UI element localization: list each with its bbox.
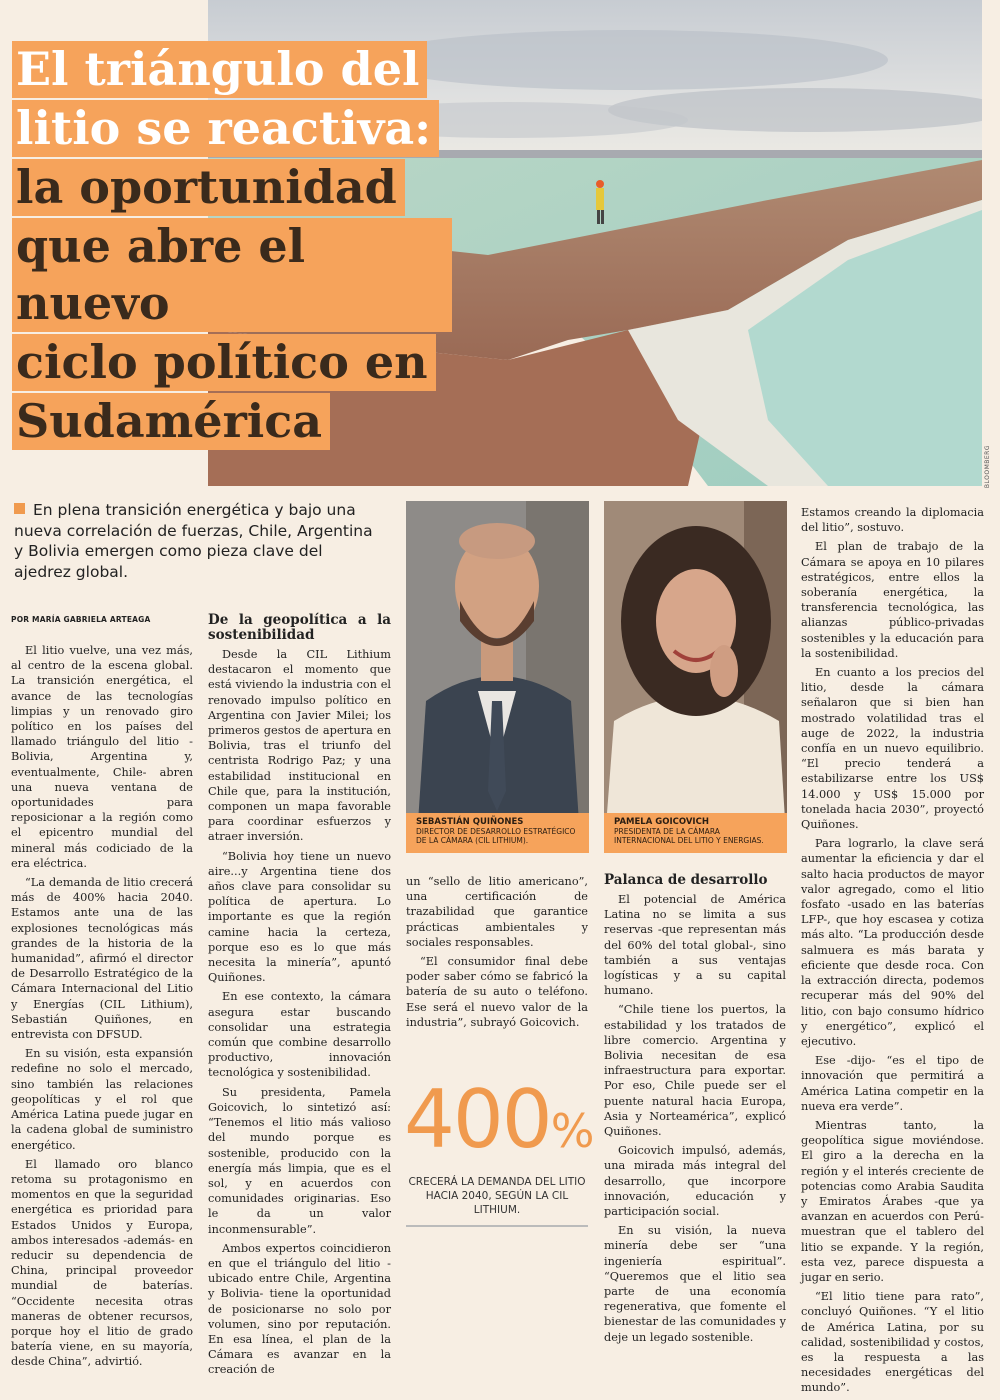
paragraph: El potencial de América Latina no se limita a sus reservas -que representan más del 60% del total global-, sino también a sus ventajas logísticas y a su capital humano. [604, 893, 786, 998]
section-heading: Palanca de desarrollo [604, 872, 768, 888]
paragraph: En su visión, esta expansión redefine no solo el mercado, sino también las relaciones geopolíticas y el rol que América Latina puede jugar en la cadena global de suministro energético. [11, 1047, 193, 1152]
headline-line: Sudamérica [12, 393, 330, 450]
headline-line: la oportunidad [12, 159, 405, 216]
paragraph: En cuanto a los precios del litio, desde la cámara señalaron que si bien han mostrado volatilidad tras el auge de 2022, la industria confía en un nuevo equilibrio. “El precio tenderá a estabilizarse entre los US$ 14.000 y US$ 15.000 por tonelada hacia 2030”, proyectó Quiñones. [801, 666, 984, 832]
headline [12, 40, 452, 451]
stat-callout [404, 1073, 593, 1227]
headline-line: ciclo político en [12, 334, 436, 391]
caption-goicovich [604, 813, 787, 853]
paragraph: “Chile tiene los puertos, la estabilidad y los tratados de libre comercio. Argentina y Bolivia necesitan de esa infraestructura para exportar. Por eso, Chile puede ser el puente natural hacia Europa, Asia y Norteamérica”, explicó Quiñones. [604, 1003, 786, 1139]
stat-text: CRECERÁ LA DEMANDA DEL LITIO HACIA 2040, SEGÚN LA CIL LITHIUM. [408, 1176, 586, 1216]
paragraph: El llamado oro blanco retoma su protagonismo en momentos en que la seguridad energética es prioridad para Estados Unidos y Europa, ambos interesados -además- en reducir su dependencia de China, principal proveedor mundial de baterías. “Occidente necesita otras maneras de obtener recursos, porque hoy el litio de grado batería viene, en su mayoría, desde China”, advirtió. [11, 1157, 193, 1369]
paragraph: Goicovich impulsó, además, una mirada más integral del desarrollo, que incorpore innovación, educación y participación social. [604, 1144, 786, 1219]
paragraph: Para lograrlo, la clave será aumentar la eficiencia y dar el salto hacia productos de mayor valor agregado, como el litio fosfato -usado en las baterías LFP-, que hoy escasea y cotiza más alto. “La producción desde salmuera es más barata y eficiente que desde roca. Con la extracción directa, podemos recuperar más del 90% del litio, con bajo consumo hídrico y energético”, explicó el ejecutivo. [801, 837, 984, 1048]
paragraph: Ambos expertos coincidieron en que el triángulo del litio -ubicado entre Chile, Argentina y Bolivia- tiene la oportunidad de posicionarse no solo por volumen, sino por reputación. En esa línea, el plan de la Cámara es avanzar en la creación de [208, 1241, 391, 1377]
paragraph: Mientras tanto, la geopolítica sigue moviéndose. El giro a la derecha en la región y el interés creciente de potencias como Arabia Saudita y Emiratos Árabes -que ya avanzan en acuerdos con Perú- muestran que el tablero del litio se expande. Y la región, esta vez, parece dispuesta a jugar en serio. [801, 1118, 984, 1284]
divider [406, 1225, 588, 1227]
portrait-pamela-goicovich [604, 501, 787, 853]
lead-paragraph [14, 500, 384, 582]
paragraph: Su presidenta, Pamela Goicovich, lo sintetizó así: “Tenemos el litio más valioso del mundo porque es sostenible, producido con la energía más limpia, que es el sol, y en acuerdos con comunidades originarias. Eso le da un valor inconmensurable”. [208, 1085, 391, 1236]
caption-role: DIRECTOR DE DESARROLLO ESTRATÉGICO DE LA CÁMARA (CIL LITHIUM). [416, 827, 576, 845]
portrait-sebastian-quinones [406, 501, 589, 853]
column-1 [11, 643, 193, 1374]
column-4 [604, 873, 786, 1349]
byline: POR MARÍA GABRIELA ARTEAGA [11, 615, 151, 624]
column-3 [406, 874, 588, 1034]
caption-name: SEBASTIÁN QUIÑONES [416, 817, 524, 827]
paragraph: Desde la CIL Lithium destacaron el momento que está viviendo la industria con el renovado impulso político en Argentina con Javier Milei; los primeros gestos de apertura en Bolivia, tras el triunfo del centrista Rodrigo Paz; y una estabilidad institucional en Chile que, para la institución, componen un mapa favorable para coordinar esfuerzos y atraer inversión. [208, 648, 391, 844]
paragraph: “El litio tiene para rato”, concluyó Quiñones. “Y el litio de América Latina, por su calidad, sostenibilidad y costos, es la respuesta a las necesidades energéticas del mundo”. [801, 1290, 984, 1395]
lead-text: En plena transición energética y bajo una nueva correlación de fuerzas, Chile, Argentina y Bolivia emergen como pieza clave del ajedrez global. [14, 501, 373, 581]
paragraph: “La demanda de litio crecerá más de 400% hacia 2040. Estamos ante una de las explosiones tecnológicas más grandes de la historia de la humanidad”, afirmó el director de Desarrollo Estratégico de la Cámara Internacional del Litio y Energías (CIL Lithium), Sebastián Quiñones, en entrevista con DFSUD. [11, 876, 193, 1042]
paragraph: Ese -dijo- “es el tipo de innovación que permitirá a América Latina competir en la nueva era verde”. [801, 1054, 984, 1113]
paragraph: “Bolivia hoy tiene un nuevo aire...y Argentina tiene dos años clave para consolidar su política de apertura. Lo importante es que la región camine hacia la certeza, porque eso es lo que más necesita la minería”, apuntó Quiñones. [208, 849, 391, 985]
caption-quinones [406, 813, 589, 853]
paragraph: “El consumidor final debe poder saber cómo se fabricó la batería de su auto o teléfono. Ese será el nuevo valor de la industria”, subrayó Goicovich. [406, 955, 588, 1029]
photo-credit: BLOOMBERG [984, 445, 991, 489]
caption-name: PAMELA GOICOVICH [614, 817, 709, 827]
paragraph: En ese contexto, la cámara asegura estar buscando consolidar una estrategia común que combine desarrollo productivo, innovación tecnológica y sostenibilidad. [208, 990, 391, 1080]
paragraph: un “sello de litio americano”, una certificación de trazabilidad que garantice prácticas ambientales y sociales responsables. [406, 875, 588, 949]
headline-line: que abre el nuevo [12, 218, 452, 332]
caption-role: PRESIDENTA DE LA CÁMARA INTERNACIONAL DEL LITIO Y ENERGIAS. [614, 827, 764, 845]
paragraph: En su visión, la nueva minería debe ser “una ingeniería espiritual”. “Queremos que el litio sea parte de una economía regenerativa, que fomente el bienestar de las comunidades y deje un legado sostenible. [604, 1224, 786, 1344]
paragraph: El plan de trabajo de la Cámara se apoya en 10 pilares estratégicos, entre ellos la soberanía energética, la transferencia tecnológica, las alianzas público-privadas sostenibles y la educación para la sostenibilidad. [801, 540, 984, 660]
column-5 [801, 505, 984, 1400]
headline-line: litio se reactiva: [12, 100, 439, 157]
paragraph: Estamos creando la diplomacia del litio”, sostuvo. [801, 506, 984, 535]
column-2 [208, 613, 391, 1382]
headline-line: El triángulo del [12, 41, 427, 98]
stat-suffix: % [550, 1104, 593, 1158]
bullet-square-icon [14, 503, 25, 514]
section-heading: De la geopolítica a la sostenibilidad [208, 612, 391, 643]
paragraph: El litio vuelve, una vez más, al centro de la escena global. La transición energética, el avance de las tecnologías limpias y un renovado giro político en los países del llamado triángulo del litio -Bolivia, Argentina y, eventualmente, Chile- abren una nueva ventana de oportunidades para reposicionar a la región como el epicentro mundial del mineral más codiciado de la era eléctrica. [11, 644, 193, 870]
stat-number [404, 1073, 593, 1171]
stat-value: 400 [404, 1073, 551, 1166]
